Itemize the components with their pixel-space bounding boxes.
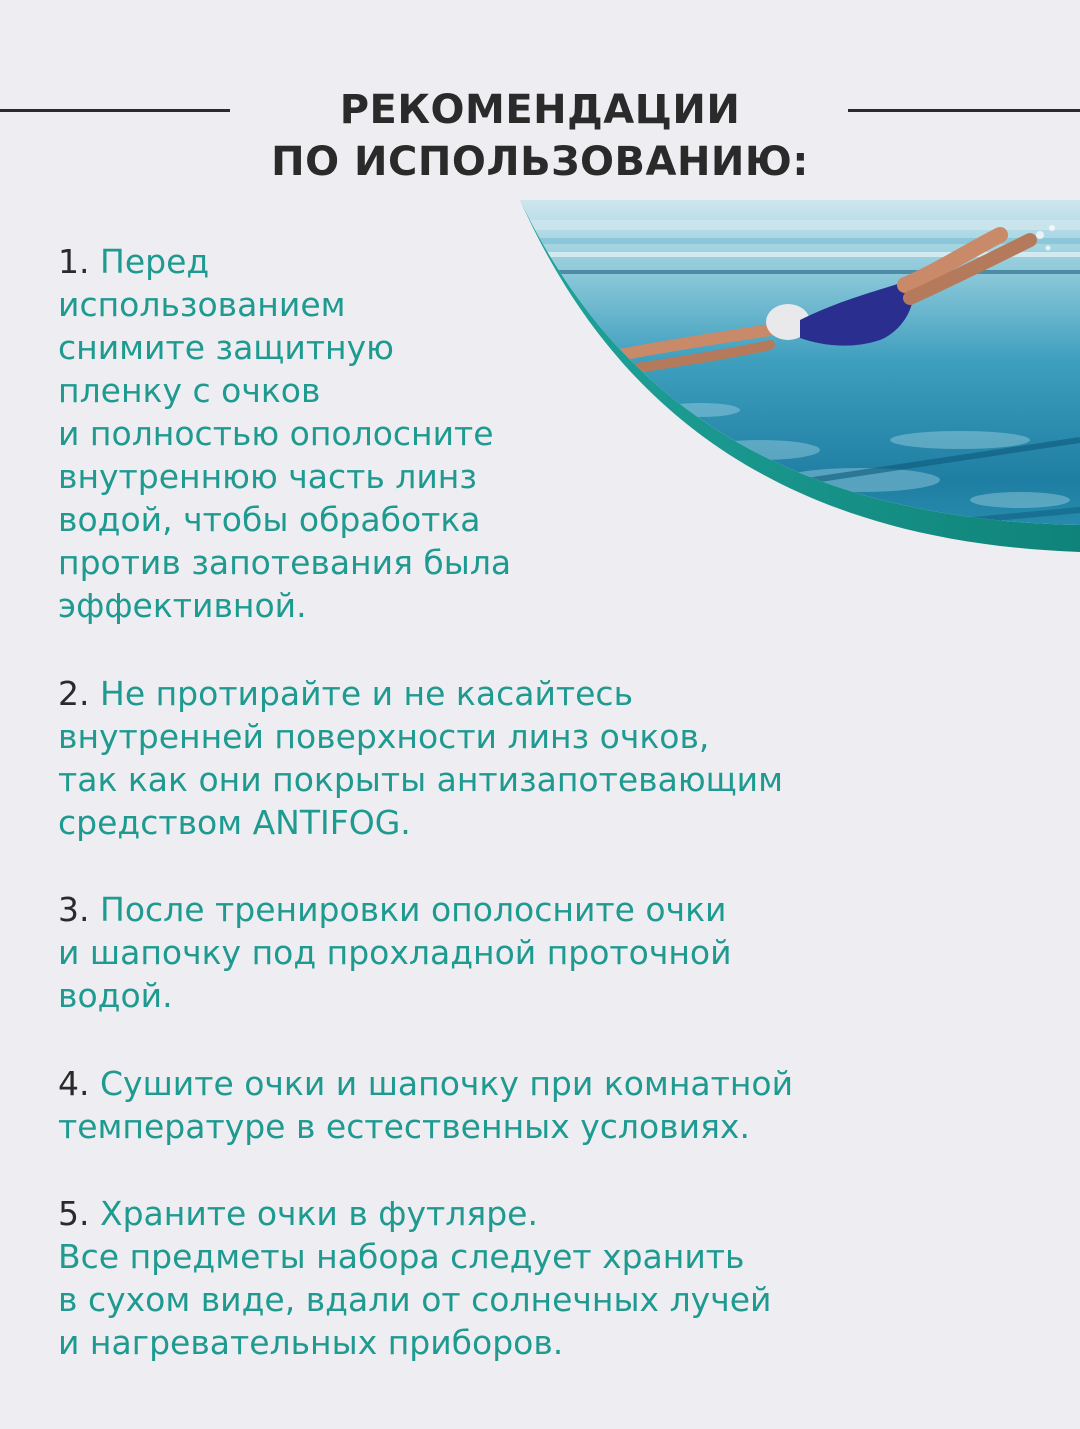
page-title-line-1: РЕКОМЕНДАЦИИ	[339, 87, 741, 133]
list-item	[58, 888, 732, 1017]
step-text: внутреннюю часть линз	[58, 457, 477, 496]
list-item	[58, 672, 783, 844]
step-text: и шапочку под прохладной проточной	[58, 933, 732, 972]
step-text: средством ANTIFOG.	[58, 803, 411, 842]
step-text: водой, чтобы обработка	[58, 500, 481, 539]
step-text: эффективной.	[58, 586, 307, 625]
step-number: 2.	[58, 674, 90, 713]
step-text: в сухом виде, вдали от солнечных лучей	[58, 1280, 772, 1319]
step-text: Все предметы набора следует хранить	[58, 1237, 745, 1276]
step-text: использованием	[58, 285, 346, 324]
step-text: внутренней поверхности линз очков,	[58, 717, 710, 756]
list-item	[58, 240, 511, 627]
header-divider-left	[0, 109, 230, 112]
swimmer-underwater-photo	[500, 180, 1080, 580]
step-number: 3.	[58, 890, 90, 929]
step-text: и полностью ополосните	[58, 414, 494, 453]
step-text: водой.	[58, 976, 173, 1015]
page-title	[220, 84, 860, 188]
step-text: пленку с очков	[58, 371, 321, 410]
step-text: снимите защитную	[58, 328, 394, 367]
step-text: и нагревательных приборов.	[58, 1323, 564, 1362]
step-text: Сушите очки и шапочку при комнатной	[100, 1064, 794, 1103]
step-text: Перед	[100, 242, 210, 281]
page-title-line-2: ПО ИСПОЛЬЗОВАНИЮ:	[271, 139, 809, 185]
step-text: температуре в естественных условиях.	[58, 1107, 750, 1146]
list-item	[58, 1192, 771, 1364]
step-number: 5.	[58, 1194, 90, 1233]
step-number: 1.	[58, 242, 90, 281]
step-text: После тренировки ополосните очки	[100, 890, 727, 929]
step-text: против запотевания была	[58, 543, 512, 582]
step-text: Не протирайте и не касайтесь	[100, 674, 634, 713]
step-text: так как они покрыты антизапотевающим	[58, 760, 784, 799]
step-number: 4.	[58, 1064, 90, 1103]
step-text: Храните очки в футляре.	[100, 1194, 538, 1233]
header-divider-right	[848, 109, 1080, 112]
list-item	[58, 1062, 793, 1148]
